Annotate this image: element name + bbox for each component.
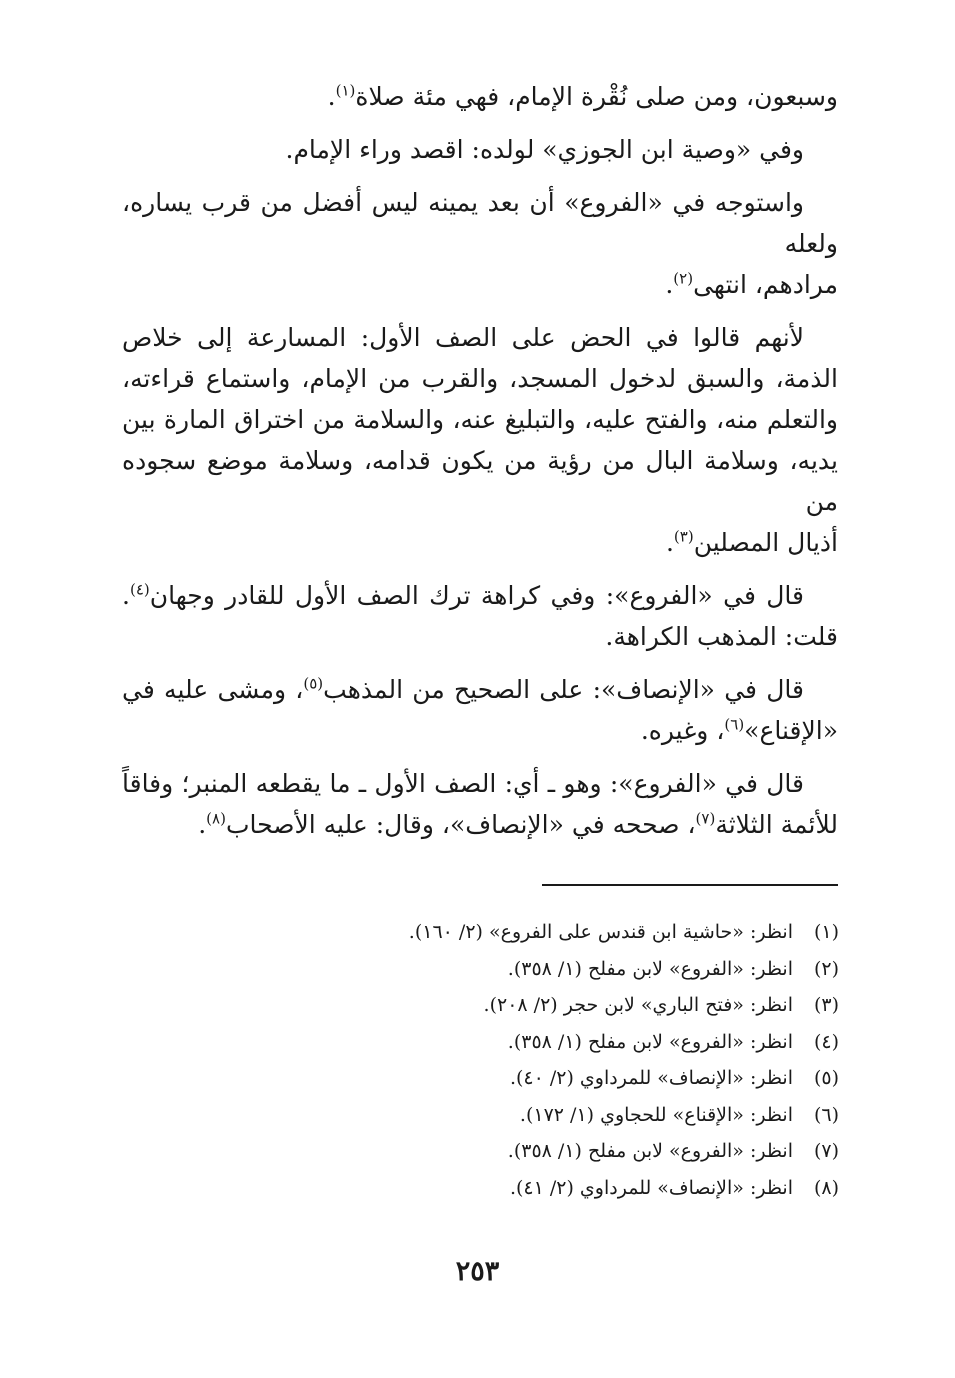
footnote-text: انظر: «فتح الباري» لابن حجر (٢/ ٢٠٨). bbox=[483, 994, 793, 1016]
footnote-item bbox=[339, 951, 839, 988]
footnote-item bbox=[339, 1097, 839, 1134]
text-line: «الإقناع»$^{(٦)}$، وغيره. bbox=[640, 715, 838, 745]
footnote-text: انظر: «الإقناع» للحجاوي (١/ ١٧٢). bbox=[519, 1103, 793, 1126]
footnote-number: (٦) bbox=[813, 1103, 839, 1126]
paragraph-6 bbox=[122, 669, 838, 751]
paragraph-5 bbox=[122, 575, 838, 657]
text-line: أذيال المصلين$^{(٣)}$. bbox=[665, 527, 838, 557]
footnote-ref[interactable]: (٧) bbox=[695, 809, 716, 828]
footnote-text: انظر: «الفروع» لابن مفلح (١/ ٣٥٨). bbox=[507, 1140, 793, 1162]
footnote-ref[interactable]: (٥) bbox=[303, 674, 324, 693]
paragraph-7 bbox=[122, 763, 838, 845]
footnote-number: (٤) bbox=[813, 1030, 839, 1053]
footnote-text: انظر: «حاشية ابن قندس على الفروع» (٢/ ١٦٠). bbox=[408, 921, 793, 943]
footnote-divider bbox=[542, 884, 838, 886]
text-line: يديه، وسلامة البال من رؤية من يكون قدامه، وسلامة موضع سجوده من bbox=[122, 446, 838, 516]
text-line: الذمة، والسبق لدخول المسجد، والقرب من الإمام، واستماع قراءته، bbox=[122, 364, 838, 393]
footnotes bbox=[339, 914, 839, 1206]
footnote-item bbox=[339, 1170, 839, 1207]
footnote-text: انظر: «الإنصاف» للمرداوي (٢/ ٤١). bbox=[509, 1176, 793, 1199]
footnote-item bbox=[339, 1024, 839, 1061]
text-line: قال في «الفروع»: وفي كراهة ترك الصف الأول للقادر وجهان$^{(٤)}$. bbox=[122, 580, 804, 610]
footnote-item bbox=[339, 1060, 839, 1097]
footnote-ref[interactable]: (٢) bbox=[673, 269, 694, 288]
main-text bbox=[122, 76, 838, 857]
paragraph-1 bbox=[122, 76, 838, 117]
footnote-number: (٧) bbox=[813, 1140, 839, 1162]
footnote-ref[interactable]: (١) bbox=[335, 81, 356, 100]
footnote-text: انظر: «الفروع» لابن مفلح (١/ ٣٥٨). bbox=[507, 1030, 793, 1053]
text-line: للأئمة الثلاثة$^{(٧)}$، صححه في «الإنصاف»، وقال: عليه الأصحاب$^{(٨)}$. bbox=[198, 809, 838, 839]
paragraph-3 bbox=[122, 182, 838, 305]
text-line: والتعلم منه، والفتح عليه، والتبليغ عنه، والسلامة من اختراق المارة بين bbox=[122, 405, 838, 434]
text-line: مرادهم، انتهى$^{(٢)}$. bbox=[665, 269, 838, 299]
footnote-item bbox=[339, 1133, 839, 1170]
page-number: ٢٥٣ bbox=[455, 1256, 500, 1287]
footnote-ref[interactable]: (٣) bbox=[673, 527, 694, 546]
footnote-ref[interactable]: (٨) bbox=[206, 809, 226, 828]
text-line: وفي «وصية ابن الجوزي» لولده: اقصد وراء الإمام. bbox=[285, 135, 804, 164]
footnote-ref[interactable]: (٦) bbox=[724, 715, 745, 734]
footnote-number: (٥) bbox=[813, 1067, 839, 1089]
text-line: قلت: المذهب الكراهة. bbox=[605, 622, 838, 651]
footnote-text: انظر: «الفروع» لابن مفلح (١/ ٣٥٨). bbox=[507, 957, 793, 980]
footnote-number: (٨) bbox=[813, 1176, 839, 1199]
footnote-item bbox=[339, 914, 839, 951]
footnote-number: (٣) bbox=[813, 994, 839, 1016]
text-line: قال في «الفروع»: وهو ـ أي: الصف الأول ـ ما يقطعه المنبر؛ وفاقاً bbox=[122, 769, 804, 798]
footnote-item bbox=[339, 987, 839, 1024]
footnote-text: انظر: «الإنصاف» للمرداوي (٢/ ٤٠). bbox=[509, 1067, 793, 1089]
text-line: وسبعون، ومن صلى نُقْرة الإمام، فهي مئة صلاة$^{(١)}$. bbox=[327, 81, 838, 111]
text-line: لأنهم قالوا في الحض على الصف الأول: المسارعة إلى خلاص bbox=[122, 323, 804, 352]
text-line: قال في «الإنصاف»: على الصحيح من المذهب$^{(٥)}$، ومشى عليه في bbox=[122, 674, 804, 704]
paragraph-2 bbox=[122, 129, 838, 170]
footnote-ref[interactable]: (٤) bbox=[129, 580, 150, 599]
text-line: واستوجه في «الفروع» أن بعد يمينه ليس أفضل من قرب يساره، ولعله bbox=[122, 188, 838, 258]
paragraph-4 bbox=[122, 317, 838, 563]
footnote-number: (٢) bbox=[813, 957, 839, 980]
footnote-number: (١) bbox=[813, 921, 839, 943]
